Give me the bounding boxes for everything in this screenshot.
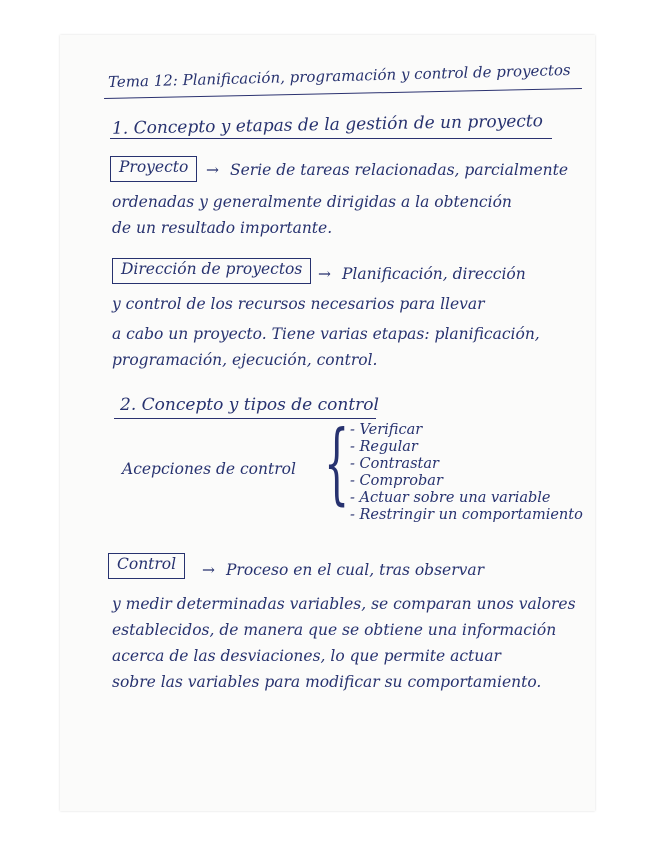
section-1-heading: 1. Concepto y etapas de la gestión de un proyecto (111, 111, 544, 139)
control-line-1: Proceso en el cual, tras observar (226, 561, 485, 579)
control-line-4: acerca de las desviaciones, lo que permite actuar (112, 647, 501, 665)
acepcion-item-5: - Actuar sobre una variable (350, 490, 551, 506)
control-line-5: sobre las variables para modificar su comportamiento. (112, 673, 542, 691)
direccion-line-4: programación, ejecución, control. (112, 351, 378, 369)
arrow-proyecto: → (206, 161, 219, 179)
term-box-proyecto: Proyecto (110, 156, 197, 182)
control-line-3: establecidos, de manera que se obtiene una información (112, 621, 557, 639)
term-box-direccion: Dirección de proyectos (112, 258, 311, 284)
title-underline (104, 88, 582, 99)
acepciones-label: Acepciones de control (122, 460, 296, 478)
section-1-underline (110, 138, 552, 139)
direccion-line-1: Planificación, dirección (342, 265, 526, 283)
control-line-2: y medir determinadas variables, se comparan unos valores (112, 595, 576, 613)
acepcion-item-1: - Verificar (350, 422, 423, 438)
proyecto-line-1: Serie de tareas relacionadas, parcialmente (230, 161, 569, 179)
direccion-line-3: a cabo un proyecto. Tiene varias etapas: planificación, (112, 325, 540, 343)
acepcion-item-3: - Contrastar (350, 456, 439, 472)
proyecto-line-2: ordenadas y generalmente dirigidas a la obtención (112, 193, 512, 211)
arrow-direccion: → (318, 265, 331, 283)
page-title: Tema 12: Planificación, programación y control de proyectos (107, 60, 571, 92)
section-2-heading: 2. Concepto y tipos de control (120, 395, 379, 415)
acepcion-item-6: - Restringir un comportamiento (350, 507, 583, 523)
acepciones-brace: { (324, 411, 350, 514)
acepcion-item-2: - Regular (350, 439, 418, 455)
acepcion-item-4: - Comprobar (350, 473, 443, 489)
proyecto-line-3: de un resultado importante. (112, 219, 333, 237)
direccion-line-2: y control de los recursos necesarios para llevar (112, 295, 485, 313)
term-box-control: Control (108, 553, 185, 579)
arrow-control: → (202, 561, 215, 579)
notebook-page (60, 35, 595, 811)
